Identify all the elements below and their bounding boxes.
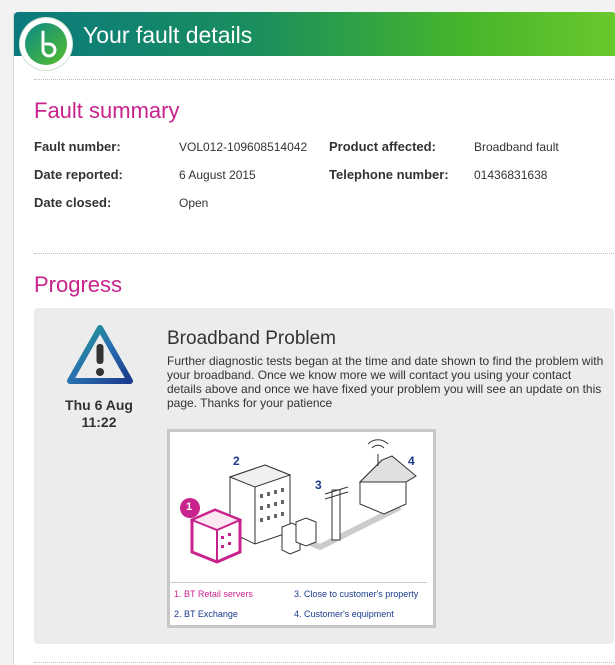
divider <box>34 253 615 254</box>
progress-heading: Progress <box>34 272 123 297</box>
progress-time: 11:22 <box>81 414 117 430</box>
date-closed-label: Date closed: <box>34 195 112 210</box>
date-reported-label: Date reported: <box>34 167 123 182</box>
telephone-number-label: Telephone number: <box>329 167 449 182</box>
network-diagram <box>167 429 436 628</box>
progress-date: Thu 6 Aug <box>65 397 133 413</box>
divider <box>34 662 615 663</box>
diagram-number-3: 3 <box>315 478 322 492</box>
diagram-number-2: 2 <box>233 454 240 468</box>
network-illustration <box>170 432 427 582</box>
product-affected-value: Broadband fault <box>474 140 559 154</box>
product-affected-label: Product affected: <box>329 139 436 154</box>
progress-entry <box>34 308 614 644</box>
date-reported-value: 6 August 2015 <box>179 168 256 182</box>
diagram-number-1: 1 <box>186 501 193 513</box>
date-closed-value: Open <box>179 196 209 210</box>
brand-logo-icon <box>20 18 72 70</box>
problem-title: Broadband Problem <box>167 328 336 349</box>
warning-icon <box>64 322 136 388</box>
legend-retail-servers: 1. BT Retail servers <box>174 589 253 599</box>
legend-close-to-property: 3. Close to customer's property <box>294 589 419 599</box>
fault-number-value: VOL012-109608514042 <box>179 140 308 154</box>
fault-details-card <box>13 12 615 665</box>
page-header <box>14 12 615 56</box>
legend-bt-exchange: 2. BT Exchange <box>174 609 238 619</box>
diagram-number-4: 4 <box>408 454 415 468</box>
legend-customer-equipment: 4. Customer's equipment <box>294 609 394 619</box>
fault-number-label: Fault number: <box>34 139 121 154</box>
problem-description: Further diagnostic tests began at the time and date shown to find the problem with your broadband. Once we know more we will contact you using your contact details above and once we have fixed your problem you will see an update on this page. Thanks for your patience <box>167 354 604 410</box>
telephone-number-value: 01436831638 <box>474 168 548 182</box>
fault-summary-heading: Fault summary <box>34 98 180 123</box>
page-title: Your fault details <box>83 22 253 48</box>
divider <box>34 79 615 80</box>
